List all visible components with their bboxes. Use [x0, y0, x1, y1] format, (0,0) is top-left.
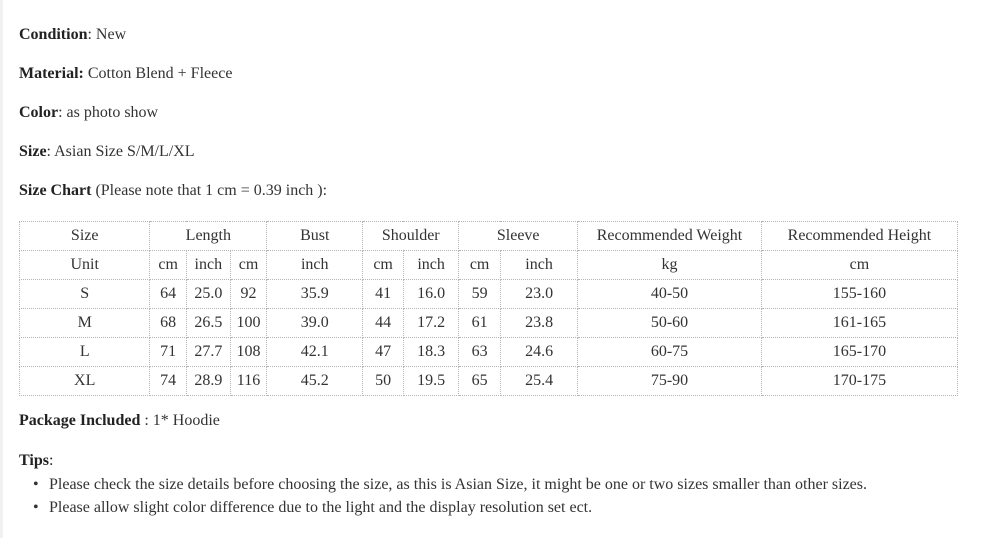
table-cell: 44: [363, 309, 404, 338]
unit-cell: cm: [363, 251, 404, 280]
bullet-icon: •: [33, 476, 39, 493]
size-chart-table: [19, 221, 958, 396]
table-cell: 16.0: [403, 280, 458, 309]
tip-text: Please allow slight color difference due to the light and the display resolution set ect.: [49, 499, 593, 516]
spec-size-chart: [19, 181, 327, 201]
spec-material: [19, 64, 232, 84]
unit-cell: cm: [150, 251, 187, 280]
header-recommended-weight: Recommended Weight: [578, 222, 762, 251]
unit-cell: kg: [578, 251, 762, 280]
table-cell: 61: [459, 309, 501, 338]
table-cell: 27.7: [186, 338, 230, 367]
tip-item: [19, 473, 867, 496]
header-recommended-height: Recommended Height: [761, 222, 957, 251]
table-row-xl: [20, 367, 958, 396]
table-cell: 92: [230, 280, 267, 309]
package-value: : 1* Hoodie: [140, 412, 220, 429]
unit-cell: inch: [500, 251, 577, 280]
header-bust: Bust: [267, 222, 363, 251]
table-cell: 18.3: [403, 338, 458, 367]
spec-material-value: Cotton Blend + Fleece: [83, 65, 233, 82]
table-cell: 17.2: [403, 309, 458, 338]
table-cell: 19.5: [403, 367, 458, 396]
unit-cell: cm: [761, 251, 957, 280]
bullet-icon: •: [33, 499, 39, 516]
spec-material-label: Material:: [19, 65, 84, 82]
header-length: Length: [150, 222, 267, 251]
table-cell: 25.4: [500, 367, 577, 396]
spec-condition-label: Condition: [19, 26, 88, 43]
table-cell: 42.1: [267, 338, 363, 367]
spec-size-value: : Asian Size S/M/L/XL: [46, 143, 195, 160]
unit-cell: inch: [186, 251, 230, 280]
package-label: Package Included: [19, 412, 141, 429]
table-cell: 75-90: [578, 367, 762, 396]
table-cell: 170-175: [761, 367, 957, 396]
spec-color-value: : as photo show: [58, 104, 159, 121]
header-shoulder: Shoulder: [363, 222, 459, 251]
table-cell: 35.9: [267, 280, 363, 309]
tips-colon: :: [48, 452, 54, 469]
table-cell: 116: [230, 367, 267, 396]
table-unit-row: [20, 251, 958, 280]
table-cell: 155-160: [761, 280, 957, 309]
table-header-row: [20, 222, 958, 251]
table-cell: 41: [363, 280, 404, 309]
table-cell: 161-165: [761, 309, 957, 338]
spec-condition: [19, 25, 126, 45]
table-cell: 28.9: [186, 367, 230, 396]
table-row-s: [20, 280, 958, 309]
table-cell: 25.0: [186, 280, 230, 309]
table-cell: 68: [150, 309, 187, 338]
table-cell: 108: [230, 338, 267, 367]
header-sleeve: Sleeve: [459, 222, 578, 251]
tips-heading: [19, 451, 53, 471]
table-cell: 100: [230, 309, 267, 338]
table-cell: 71: [150, 338, 187, 367]
table-row-l: [20, 338, 958, 367]
left-border: [0, 0, 3, 538]
table-cell: 23.8: [500, 309, 577, 338]
table-cell: 40-50: [578, 280, 762, 309]
unit-cell: inch: [403, 251, 458, 280]
table-cell: 23.0: [500, 280, 577, 309]
table-cell: 59: [459, 280, 501, 309]
table-cell: 63: [459, 338, 501, 367]
table-cell: 47: [363, 338, 404, 367]
table-cell: 50: [363, 367, 404, 396]
tips-list: [19, 473, 867, 519]
unit-cell: Unit: [20, 251, 150, 280]
table-cell: 65: [459, 367, 501, 396]
header-size: Size: [20, 222, 150, 251]
table-cell: 24.6: [500, 338, 577, 367]
tip-item: [19, 496, 867, 519]
tips-label: Tips: [19, 452, 49, 469]
spec-color-label: Color: [19, 104, 59, 121]
spec-condition-value: : New: [87, 26, 127, 43]
tip-text: Please check the size details before choosing the size, as this is Asian Size, it might be one or two sizes smaller than other sizes.: [49, 476, 868, 493]
table-cell: 74: [150, 367, 187, 396]
spec-color: [19, 103, 158, 123]
spec-size-label: Size: [19, 143, 47, 160]
table-cell: 64: [150, 280, 187, 309]
spec-size-chart-note: (Please note that 1 cm = 0.39 inch ):: [91, 182, 328, 199]
table-cell: L: [20, 338, 150, 367]
table-cell: 26.5: [186, 309, 230, 338]
table-cell: 50-60: [578, 309, 762, 338]
table-cell: 165-170: [761, 338, 957, 367]
table-cell: 39.0: [267, 309, 363, 338]
unit-cell: inch: [267, 251, 363, 280]
package-included: [19, 411, 220, 431]
spec-size: [19, 142, 195, 162]
table-cell: 45.2: [267, 367, 363, 396]
table-cell: 60-75: [578, 338, 762, 367]
table-cell: S: [20, 280, 150, 309]
table-cell: XL: [20, 367, 150, 396]
table-cell: M: [20, 309, 150, 338]
unit-cell: cm: [459, 251, 501, 280]
unit-cell: cm: [230, 251, 267, 280]
table-row-m: [20, 309, 958, 338]
spec-size-chart-label: Size Chart: [19, 182, 92, 199]
